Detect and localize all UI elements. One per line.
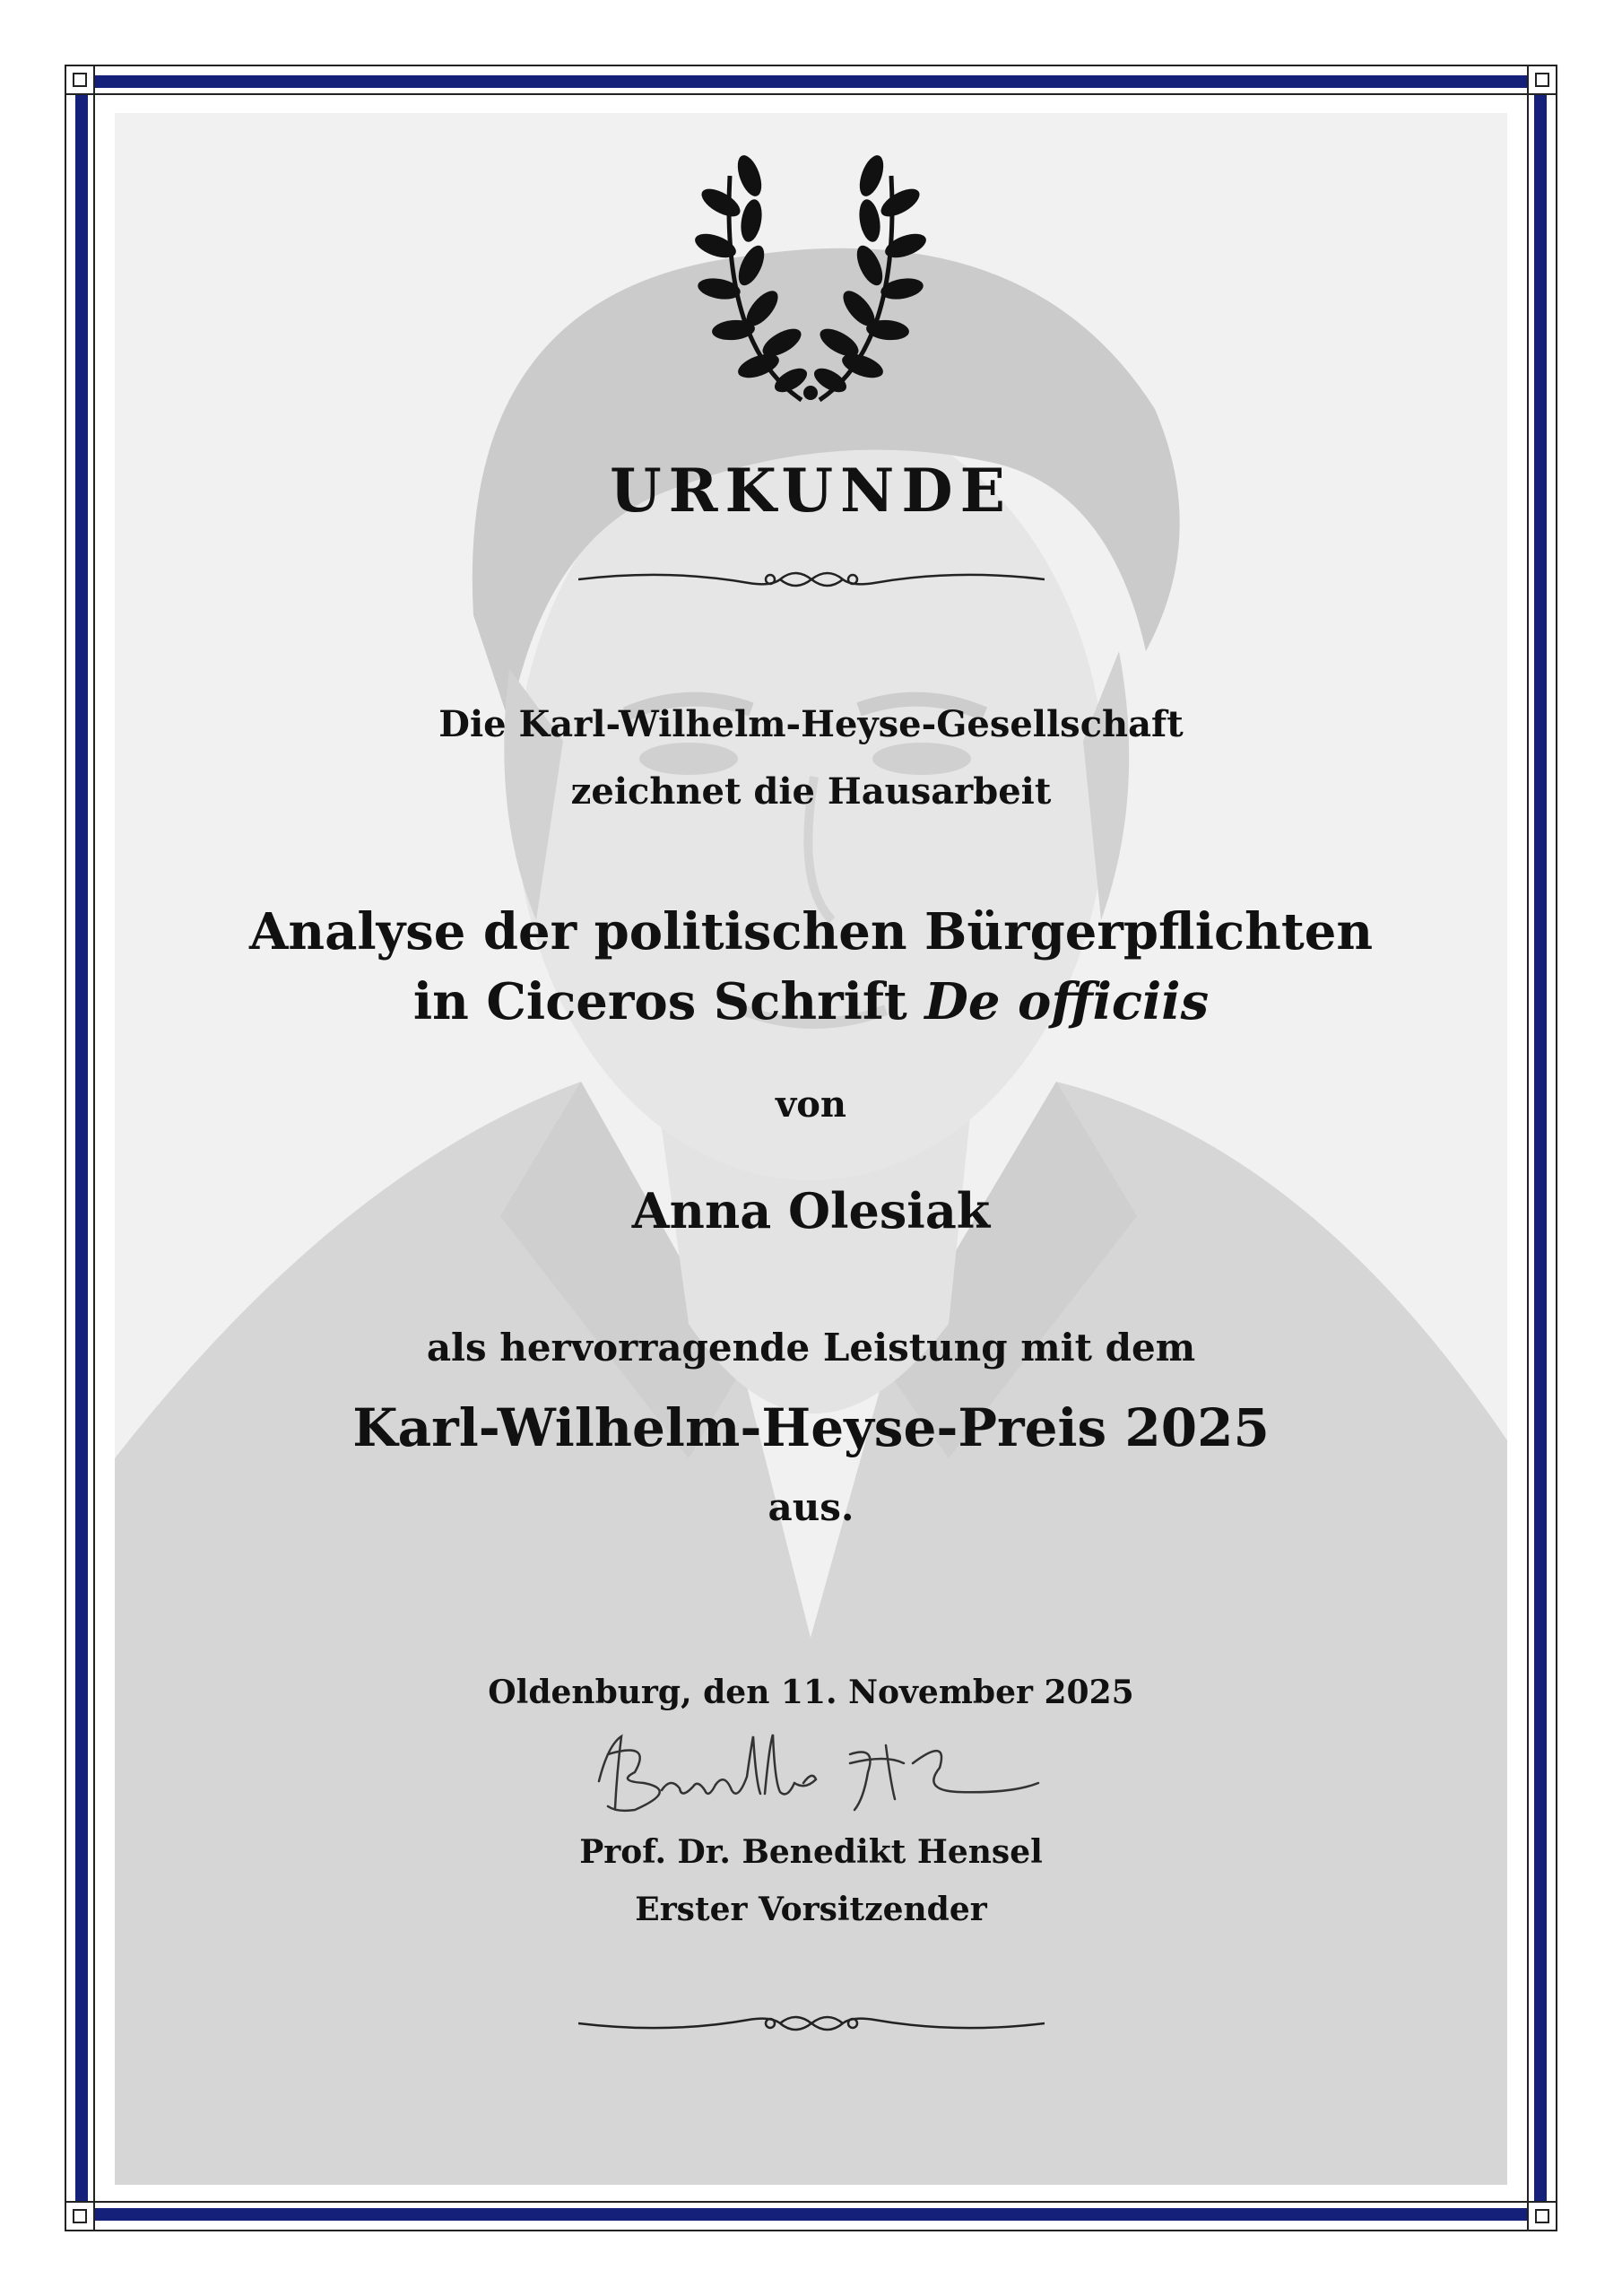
signer-name: Prof. Dr. Benedikt Hensel [579,1833,1043,1871]
intro-award-line: zeichnet die Hausarbeit [570,770,1052,813]
award-lead-in: als hervorragende Leistung mit dem [426,1326,1196,1370]
intro-society-line: Die Karl-Wilhelm-Heyse-Gesellschaft [438,703,1184,745]
certificate-title: URKUNDE [610,456,1012,526]
corner-ornament-icon [1527,2201,1557,2231]
work-title-line2 [115,972,1507,1031]
work-title-line1: Analyse der politischen Bürgerpflichten [248,902,1374,961]
flourish-divider-icon [578,561,1045,597]
certificate-content [115,113,1507,2185]
laurel-wreath-icon [694,140,927,409]
prize-name: Karl-Wilhelm-Heyse-Preis 2025 [352,1397,1270,1458]
handwritten-signature [581,1727,1047,1817]
flourish-divider-icon [578,2005,1045,2041]
corner-ornament-icon [65,2201,95,2231]
by-label: von [775,1083,846,1126]
signer-role: Erster Vorsitzender [635,1891,987,1928]
work-title-italic: De officiis [924,972,1210,1031]
place-date: Oldenburg, den 11. November 2025 [488,1674,1134,1711]
recipient-name: Anna Olesiak [631,1182,991,1239]
corner-ornament-icon [65,65,95,95]
closing-word: aus. [768,1485,854,1529]
corner-ornament-icon [1527,65,1557,95]
work-title-prefix: in Ciceros Schrift [412,972,925,1031]
